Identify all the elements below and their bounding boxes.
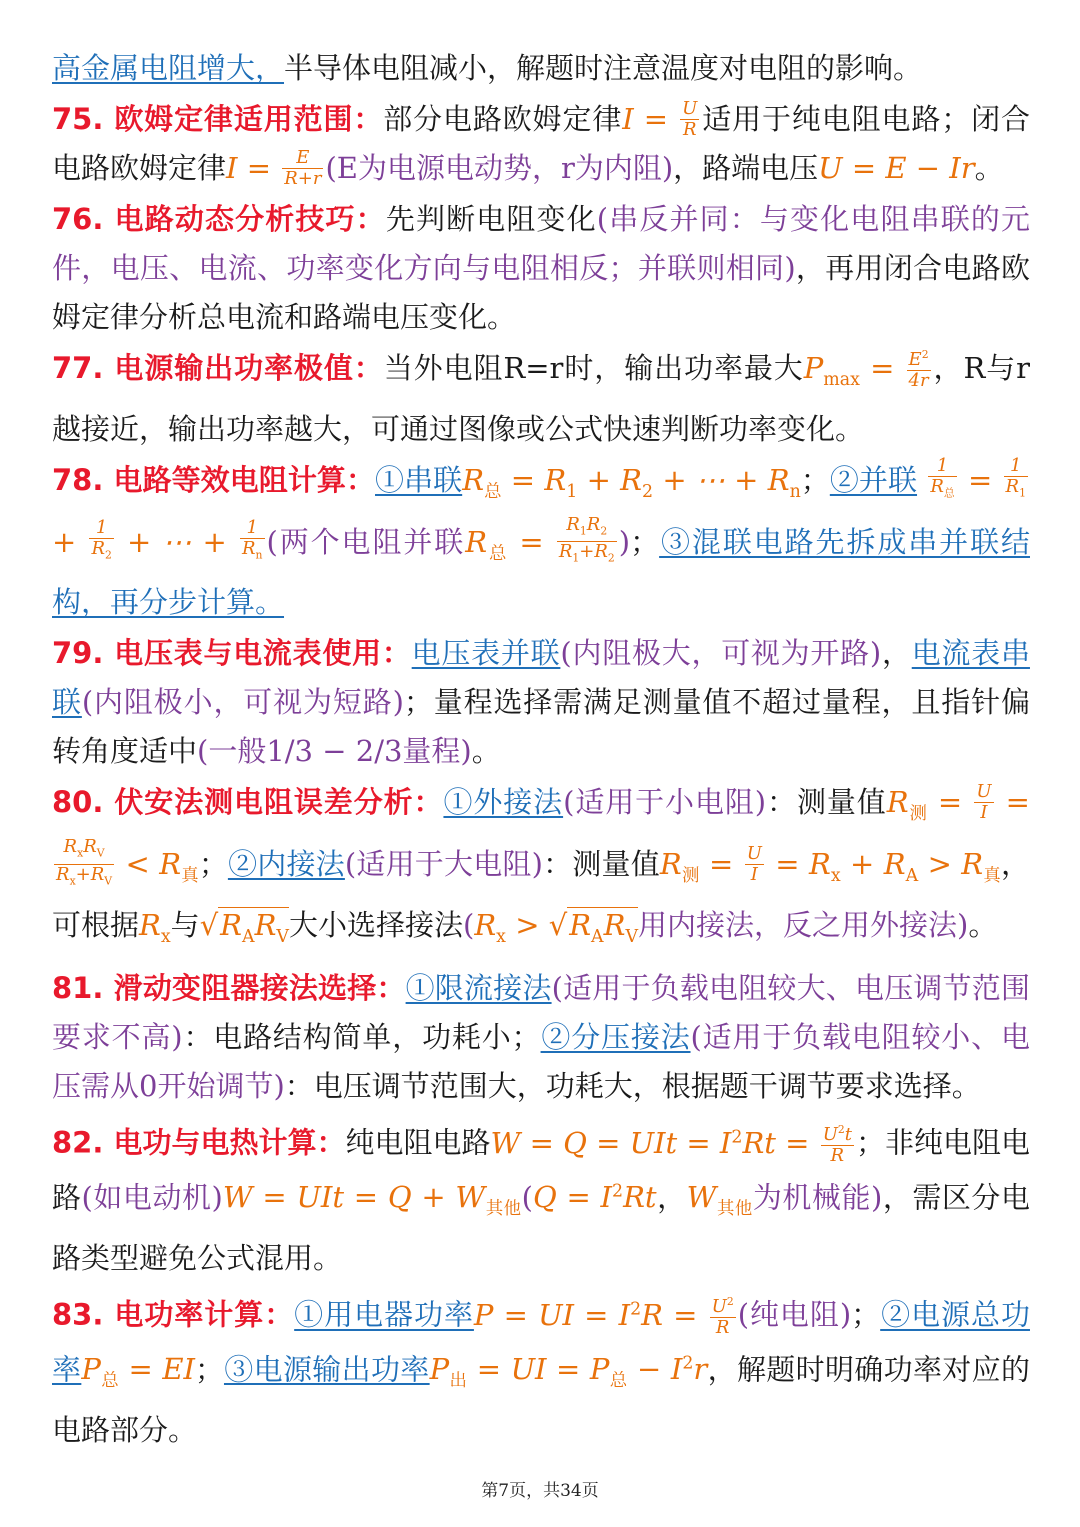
item-76-heading: 76. 电路动态分析技巧：: [52, 202, 386, 236]
formula-w-other: $W_{其他}$: [686, 1180, 753, 1220]
item-80-heading: 80. 伏安法测电阻误差分析：: [52, 785, 444, 820]
note: (适用于负载电阻较大、电压调节范围要求不高): [52, 970, 1030, 1054]
lead-text: 半导体电阻减小，解题时注意温度对电阻的影响。: [284, 51, 923, 85]
formula-external: $R_测$ = $\frac{U}{I}$ = $\frac{R_xR_V}{R_x+R_V}$ < $R_真$: [56, 780, 1030, 888]
text: 大小选择接法: [288, 908, 463, 943]
item-80: [52, 778, 1030, 961]
text: ，: [881, 636, 912, 671]
text: ；: [630, 524, 660, 559]
underlined-text: ②分压接法: [540, 1019, 691, 1054]
note: 为机械能): [752, 1180, 883, 1215]
text: 先判断电阻变化: [385, 202, 597, 236]
note: (纯电阻): [737, 1297, 852, 1332]
underlined-text: ③电源输出功率: [223, 1352, 430, 1387]
text: 纯电阻电路: [345, 1125, 491, 1160]
underlined-text: ①外接法: [443, 785, 564, 820]
underlined-text: 电压表并联: [411, 636, 561, 671]
text: 与: [170, 908, 200, 943]
note: (如电动机): [81, 1180, 223, 1215]
note: (适用于负载电阻较小、电压需从0开始调节): [52, 1019, 1030, 1103]
text: ；: [198, 847, 228, 882]
text: ，需区分电路类型避免公式混用。: [52, 1180, 1030, 1276]
lead-underlined-text: 高金属电阻增大，: [52, 51, 285, 85]
formula-ohm-closed: I = $\frac{E}{R+r}$: [226, 146, 322, 189]
page-footer: 第7页，共34页: [481, 1481, 599, 1501]
formula-sqrt: $√R_AR_V$: [199, 908, 289, 947]
underlined-text: ②电源总功率: [52, 1297, 1030, 1387]
text: ，再用闭合电路欧姆定律分析总电流和路端电压变化。: [52, 251, 1030, 334]
text: ；非纯电阻电路: [52, 1125, 1030, 1215]
formula-pure-resistor: W = Q = UIt = $I^2Rt$ = $\frac{U^2t}{R}$: [491, 1126, 856, 1160]
formula-compare: $R_x > √R_AR_V$: [474, 908, 639, 947]
note: (E为电源电动势，r为内阻): [325, 151, 674, 185]
item-78: [52, 456, 1030, 628]
note: (内阻极大，可视为开路): [560, 636, 882, 671]
text: 。: [974, 151, 1004, 185]
text: 。: [968, 908, 998, 943]
underlined-text: ②内接法: [227, 847, 345, 882]
item-81: [52, 964, 1030, 1111]
note: (内阻极小，可视为短路): [81, 685, 404, 720]
note: (适用于大电阻): [344, 847, 543, 882]
underlined-text: ①串联: [375, 462, 463, 497]
formula-output-power: $P_出$ = UI = $P_总 - I^2r$: [429, 1352, 708, 1392]
paragraph-lead: [52, 44, 1030, 93]
item-75: [52, 95, 1030, 193]
text: ：电压调节范围大，功耗大，根据题干调节要求选择。: [284, 1068, 981, 1103]
item-83: [52, 1285, 1030, 1455]
underlined-text: ②并联: [829, 462, 918, 497]
formula-device-power: P = UI = $I^2R$ = $\frac{U^2}{R}$: [474, 1298, 738, 1332]
note: (串反并同：与变化电阻串联的元件，电压、电流、功率变化方向与电阻相反；并联则相同): [52, 202, 1030, 285]
underlined-text: ①用电器功率: [294, 1297, 474, 1332]
text: ：电路结构简单，功耗小；: [182, 1019, 541, 1054]
text: 适用于纯电阻电路；闭合电路欧姆定律: [52, 102, 1030, 185]
note: (: [521, 1180, 533, 1215]
text: ：测量值: [542, 847, 660, 882]
text: 当外电阻R=r时，输出功率最大: [383, 351, 804, 385]
formula-nonpure: W = UIt = $Q + W_{其他}$: [222, 1180, 522, 1220]
text: 。: [471, 734, 501, 769]
text: ：测量值: [766, 785, 887, 820]
item-77: [52, 344, 1030, 454]
note: (一般1/3 − 2/3量程): [197, 734, 472, 769]
formula-heat: $Q = I^2Rt$: [532, 1180, 657, 1215]
formula-parallel: $\frac{1}{R_总}$ = $\frac{1}{R_1}$ + $\frac{1}{R_2}$ + ⋯ + $\frac{1}{R_n}$: [52, 455, 1026, 562]
underlined-text: ①限流接法: [405, 970, 552, 1005]
text: ；: [194, 1352, 224, 1387]
item-76: [52, 195, 1030, 342]
formula-terminal-voltage: U = E − Ir: [818, 151, 975, 185]
note: (适用于小电阻): [563, 785, 767, 820]
formula-ohm-partial: I = $\frac{U}{R}$: [622, 97, 698, 140]
note: ): [618, 524, 631, 559]
note: (两个电阻并联: [266, 524, 466, 559]
item-77-heading: 77. 电源输出功率极值：: [52, 351, 384, 385]
item-78-heading: 78. 电路等效电阻计算：: [52, 462, 376, 497]
text: ，解题时明确功率对应的电路部分。: [52, 1352, 1030, 1448]
item-75-heading: 75. 欧姆定律适用范围：: [52, 102, 384, 136]
text: ；: [851, 1297, 881, 1332]
note: 用内接法，反之用外接法): [638, 908, 969, 943]
item-81-heading: 81. 滑动变阻器接法选择：: [52, 970, 406, 1005]
formula-series: $R_总 = R_1 + R_2$ + ⋯ + $R_n$: [462, 462, 801, 502]
item-79-heading: 79. 电压表与电流表使用：: [52, 636, 412, 671]
text: ，路端电压: [673, 151, 819, 185]
formula-internal: $R_测$ = $\frac{U}{I}$ = $R_x + R_A > R_真$: [659, 842, 1001, 887]
underlined-text: ③混联电路先拆成串并联结构，再分步计算。: [52, 524, 1030, 620]
item-82: [52, 1113, 1030, 1283]
formula-pmax: $P_{max}$ = $\frac{E^2}{4r}$: [804, 351, 933, 385]
text: ；: [800, 462, 830, 497]
underlined-text: 电流表串联: [52, 636, 1030, 720]
text: ；量程选择需满足测量值不超过量程，且指针偏转角度适中: [52, 685, 1030, 769]
formula-rx: $R_x$: [139, 908, 171, 947]
text: 部分电路欧姆定律: [383, 102, 623, 136]
note: (: [463, 908, 475, 943]
item-82-heading: 82. 电功与电热计算：: [52, 1125, 346, 1160]
formula-total-power: $P_总$ = EI: [81, 1352, 195, 1392]
item-79: [52, 629, 1030, 776]
text: ，可根据: [52, 847, 1030, 943]
formula-two-parallel: $R_总$ = $\frac{R_1R_2}{R_1+R_2}$: [465, 513, 615, 565]
item-83-heading: 83. 电功率计算：: [52, 1297, 295, 1332]
text: ，R与r越接近，输出功率越大，可通过图像或公式快速判断功率变化。: [52, 351, 1030, 446]
text: ，: [656, 1180, 687, 1215]
